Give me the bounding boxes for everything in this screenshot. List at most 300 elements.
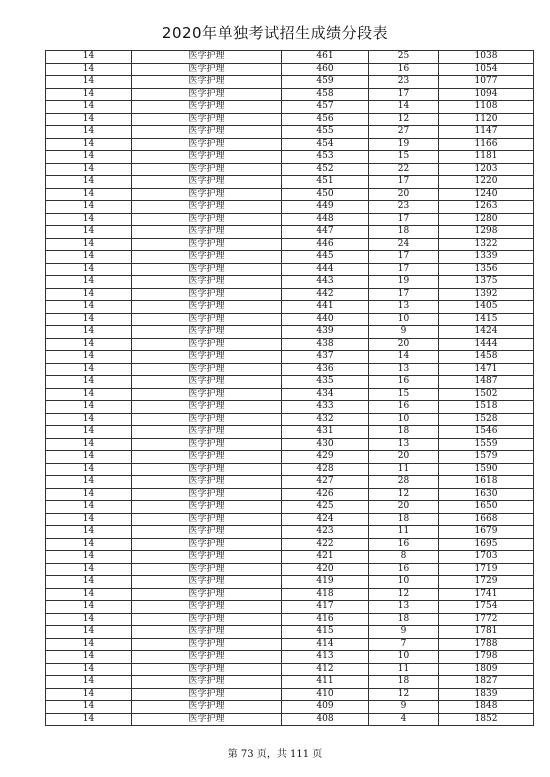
major-cell: 医学护理 xyxy=(132,563,282,576)
table-row xyxy=(46,413,534,426)
category-code-cell: 14 xyxy=(46,513,132,526)
table-body xyxy=(46,51,534,726)
cumulative-cell: 1444 xyxy=(439,338,534,351)
category-code-cell: 14 xyxy=(46,676,132,689)
category-code-cell: 14 xyxy=(46,338,132,351)
cumulative-cell: 1827 xyxy=(439,676,534,689)
cumulative-cell: 1375 xyxy=(439,276,534,289)
cumulative-cell: 1077 xyxy=(439,76,534,89)
major-cell: 医学护理 xyxy=(132,526,282,539)
count-cell: 4 xyxy=(369,713,439,726)
score-cell: 430 xyxy=(282,438,369,451)
category-code-cell: 14 xyxy=(46,576,132,589)
cumulative-cell: 1729 xyxy=(439,576,534,589)
cumulative-cell: 1788 xyxy=(439,638,534,651)
cumulative-cell: 1339 xyxy=(439,251,534,264)
major-cell: 医学护理 xyxy=(132,263,282,276)
category-code-cell: 14 xyxy=(46,188,132,201)
cumulative-cell: 1695 xyxy=(439,538,534,551)
cumulative-cell: 1263 xyxy=(439,201,534,214)
count-cell: 23 xyxy=(369,76,439,89)
score-cell: 446 xyxy=(282,238,369,251)
cumulative-cell: 1240 xyxy=(439,188,534,201)
table-row xyxy=(46,501,534,514)
count-cell: 15 xyxy=(369,388,439,401)
count-cell: 10 xyxy=(369,413,439,426)
score-cell: 448 xyxy=(282,213,369,226)
category-code-cell: 14 xyxy=(46,488,132,501)
cumulative-cell: 1120 xyxy=(439,113,534,126)
major-cell: 医学护理 xyxy=(132,126,282,139)
cumulative-cell: 1220 xyxy=(439,176,534,189)
table-row xyxy=(46,176,534,189)
count-cell: 16 xyxy=(369,563,439,576)
count-cell: 20 xyxy=(369,501,439,514)
count-cell: 12 xyxy=(369,588,439,601)
score-cell: 440 xyxy=(282,313,369,326)
score-cell: 432 xyxy=(282,413,369,426)
table-row xyxy=(46,451,534,464)
major-cell: 医学护理 xyxy=(132,613,282,626)
score-cell: 428 xyxy=(282,463,369,476)
cumulative-cell: 1809 xyxy=(439,663,534,676)
count-cell: 17 xyxy=(369,88,439,101)
count-cell: 25 xyxy=(369,51,439,64)
major-cell: 医学护理 xyxy=(132,463,282,476)
count-cell: 15 xyxy=(369,151,439,164)
cumulative-cell: 1298 xyxy=(439,226,534,239)
count-cell: 10 xyxy=(369,651,439,664)
table-row xyxy=(46,651,534,664)
table-row xyxy=(46,51,534,64)
category-code-cell: 14 xyxy=(46,301,132,314)
cumulative-cell: 1415 xyxy=(439,313,534,326)
count-cell: 9 xyxy=(369,626,439,639)
cumulative-cell: 1392 xyxy=(439,288,534,301)
major-cell: 医学护理 xyxy=(132,701,282,714)
table-row xyxy=(46,151,534,164)
category-code-cell: 14 xyxy=(46,426,132,439)
table-row xyxy=(46,63,534,76)
major-cell: 医学护理 xyxy=(132,513,282,526)
category-code-cell: 14 xyxy=(46,351,132,364)
major-cell: 医学护理 xyxy=(132,288,282,301)
category-code-cell: 14 xyxy=(46,213,132,226)
table-row xyxy=(46,363,534,376)
table-row xyxy=(46,101,534,114)
score-cell: 419 xyxy=(282,576,369,589)
major-cell: 医学护理 xyxy=(132,626,282,639)
score-cell: 451 xyxy=(282,176,369,189)
score-cell: 411 xyxy=(282,676,369,689)
count-cell: 11 xyxy=(369,663,439,676)
count-cell: 11 xyxy=(369,526,439,539)
table-row xyxy=(46,613,534,626)
score-cell: 422 xyxy=(282,538,369,551)
table-row xyxy=(46,126,534,139)
count-cell: 17 xyxy=(369,251,439,264)
major-cell: 医学护理 xyxy=(132,76,282,89)
score-cell: 417 xyxy=(282,601,369,614)
major-cell: 医学护理 xyxy=(132,638,282,651)
table-row xyxy=(46,251,534,264)
cumulative-cell: 1754 xyxy=(439,601,534,614)
cumulative-cell: 1579 xyxy=(439,451,534,464)
category-code-cell: 14 xyxy=(46,51,132,64)
category-code-cell: 14 xyxy=(46,101,132,114)
category-code-cell: 14 xyxy=(46,688,132,701)
cumulative-cell: 1280 xyxy=(439,213,534,226)
count-cell: 13 xyxy=(369,601,439,614)
cumulative-cell: 1405 xyxy=(439,301,534,314)
table-row xyxy=(46,401,534,414)
table-row xyxy=(46,688,534,701)
score-cell: 449 xyxy=(282,201,369,214)
cumulative-cell: 1719 xyxy=(439,563,534,576)
table-row xyxy=(46,638,534,651)
table-row xyxy=(46,713,534,726)
major-cell: 医学护理 xyxy=(132,338,282,351)
count-cell: 28 xyxy=(369,476,439,489)
table-row xyxy=(46,338,534,351)
category-code-cell: 14 xyxy=(46,701,132,714)
count-cell: 20 xyxy=(369,451,439,464)
cumulative-cell: 1559 xyxy=(439,438,534,451)
count-cell: 23 xyxy=(369,201,439,214)
score-cell: 420 xyxy=(282,563,369,576)
category-code-cell: 14 xyxy=(46,663,132,676)
category-code-cell: 14 xyxy=(46,238,132,251)
cumulative-cell: 1618 xyxy=(439,476,534,489)
major-cell: 医学护理 xyxy=(132,588,282,601)
count-cell: 18 xyxy=(369,676,439,689)
category-code-cell: 14 xyxy=(46,126,132,139)
major-cell: 医学护理 xyxy=(132,51,282,64)
cumulative-cell: 1772 xyxy=(439,613,534,626)
category-code-cell: 14 xyxy=(46,501,132,514)
major-cell: 医学护理 xyxy=(132,451,282,464)
major-cell: 医学护理 xyxy=(132,238,282,251)
category-code-cell: 14 xyxy=(46,63,132,76)
major-cell: 医学护理 xyxy=(132,326,282,339)
table-row xyxy=(46,576,534,589)
score-cell: 445 xyxy=(282,251,369,264)
table-row xyxy=(46,488,534,501)
table-row xyxy=(46,351,534,364)
cumulative-cell: 1487 xyxy=(439,376,534,389)
major-cell: 医学护理 xyxy=(132,576,282,589)
cumulative-cell: 1839 xyxy=(439,688,534,701)
table-row xyxy=(46,88,534,101)
major-cell: 医学护理 xyxy=(132,551,282,564)
cumulative-cell: 1054 xyxy=(439,63,534,76)
table-row xyxy=(46,526,534,539)
major-cell: 医学护理 xyxy=(132,413,282,426)
major-cell: 医学护理 xyxy=(132,188,282,201)
category-code-cell: 14 xyxy=(46,376,132,389)
count-cell: 20 xyxy=(369,188,439,201)
major-cell: 医学护理 xyxy=(132,201,282,214)
score-cell: 443 xyxy=(282,276,369,289)
score-cell: 427 xyxy=(282,476,369,489)
major-cell: 医学护理 xyxy=(132,276,282,289)
table-row xyxy=(46,513,534,526)
major-cell: 医学护理 xyxy=(132,476,282,489)
score-cell: 414 xyxy=(282,638,369,651)
major-cell: 医学护理 xyxy=(132,676,282,689)
cumulative-cell: 1518 xyxy=(439,401,534,414)
table-row xyxy=(46,301,534,314)
score-table-container xyxy=(45,50,533,726)
count-cell: 7 xyxy=(369,638,439,651)
count-cell: 10 xyxy=(369,576,439,589)
score-cell: 416 xyxy=(282,613,369,626)
page-title: 2020年单独考试招生成绩分段表 xyxy=(161,24,389,42)
cumulative-cell: 1650 xyxy=(439,501,534,514)
major-cell: 医学护理 xyxy=(132,351,282,364)
score-cell: 413 xyxy=(282,651,369,664)
score-cell: 454 xyxy=(282,138,369,151)
major-cell: 医学护理 xyxy=(132,88,282,101)
category-code-cell: 14 xyxy=(46,88,132,101)
category-code-cell: 14 xyxy=(46,76,132,89)
table-row xyxy=(46,288,534,301)
score-cell: 458 xyxy=(282,88,369,101)
cumulative-cell: 1356 xyxy=(439,263,534,276)
count-cell: 13 xyxy=(369,438,439,451)
major-cell: 医学护理 xyxy=(132,301,282,314)
table-row xyxy=(46,201,534,214)
score-cell: 408 xyxy=(282,713,369,726)
table-row xyxy=(46,426,534,439)
table-row xyxy=(46,676,534,689)
score-cell: 460 xyxy=(282,63,369,76)
cumulative-cell: 1679 xyxy=(439,526,534,539)
major-cell: 医学护理 xyxy=(132,363,282,376)
table-row xyxy=(46,226,534,239)
table-row xyxy=(46,588,534,601)
major-cell: 医学护理 xyxy=(132,651,282,664)
category-code-cell: 14 xyxy=(46,276,132,289)
category-code-cell: 14 xyxy=(46,163,132,176)
category-code-cell: 14 xyxy=(46,638,132,651)
table-row xyxy=(46,563,534,576)
score-cell: 424 xyxy=(282,513,369,526)
major-cell: 医学护理 xyxy=(132,63,282,76)
category-code-cell: 14 xyxy=(46,113,132,126)
major-cell: 医学护理 xyxy=(132,226,282,239)
score-cell: 426 xyxy=(282,488,369,501)
category-code-cell: 14 xyxy=(46,251,132,264)
cumulative-cell: 1668 xyxy=(439,513,534,526)
score-cell: 412 xyxy=(282,663,369,676)
table-row xyxy=(46,438,534,451)
category-code-cell: 14 xyxy=(46,476,132,489)
count-cell: 17 xyxy=(369,176,439,189)
table-row xyxy=(46,701,534,714)
count-cell: 16 xyxy=(369,376,439,389)
score-cell: 453 xyxy=(282,151,369,164)
category-code-cell: 14 xyxy=(46,363,132,376)
table-row xyxy=(46,188,534,201)
category-code-cell: 14 xyxy=(46,288,132,301)
major-cell: 医学护理 xyxy=(132,688,282,701)
major-cell: 医学护理 xyxy=(132,713,282,726)
score-cell: 455 xyxy=(282,126,369,139)
score-cell: 438 xyxy=(282,338,369,351)
table-row xyxy=(46,601,534,614)
count-cell: 17 xyxy=(369,288,439,301)
score-cell: 447 xyxy=(282,226,369,239)
count-cell: 9 xyxy=(369,701,439,714)
cumulative-cell: 1630 xyxy=(439,488,534,501)
category-code-cell: 14 xyxy=(46,326,132,339)
cumulative-cell: 1038 xyxy=(439,51,534,64)
count-cell: 12 xyxy=(369,488,439,501)
score-cell: 418 xyxy=(282,588,369,601)
count-cell: 19 xyxy=(369,276,439,289)
table-row xyxy=(46,263,534,276)
score-cell: 459 xyxy=(282,76,369,89)
score-cell: 431 xyxy=(282,426,369,439)
major-cell: 医学护理 xyxy=(132,176,282,189)
score-cell: 441 xyxy=(282,301,369,314)
table-row xyxy=(46,238,534,251)
score-cell: 429 xyxy=(282,451,369,464)
table-row xyxy=(46,213,534,226)
score-cell: 437 xyxy=(282,351,369,364)
score-cell: 409 xyxy=(282,701,369,714)
cumulative-cell: 1203 xyxy=(439,163,534,176)
count-cell: 22 xyxy=(369,163,439,176)
major-cell: 医学护理 xyxy=(132,538,282,551)
category-code-cell: 14 xyxy=(46,138,132,151)
score-cell: 457 xyxy=(282,101,369,114)
major-cell: 医学护理 xyxy=(132,163,282,176)
table-row xyxy=(46,113,534,126)
count-cell: 27 xyxy=(369,126,439,139)
count-cell: 10 xyxy=(369,313,439,326)
category-code-cell: 14 xyxy=(46,551,132,564)
cumulative-cell: 1108 xyxy=(439,101,534,114)
table-row xyxy=(46,76,534,89)
cumulative-cell: 1458 xyxy=(439,351,534,364)
table-row xyxy=(46,313,534,326)
major-cell: 医学护理 xyxy=(132,138,282,151)
category-code-cell: 14 xyxy=(46,588,132,601)
count-cell: 13 xyxy=(369,301,439,314)
count-cell: 13 xyxy=(369,363,439,376)
count-cell: 16 xyxy=(369,401,439,414)
major-cell: 医学护理 xyxy=(132,401,282,414)
table-row xyxy=(46,463,534,476)
category-code-cell: 14 xyxy=(46,226,132,239)
category-code-cell: 14 xyxy=(46,388,132,401)
major-cell: 医学护理 xyxy=(132,426,282,439)
cumulative-cell: 1781 xyxy=(439,626,534,639)
score-cell: 415 xyxy=(282,626,369,639)
score-cell: 435 xyxy=(282,376,369,389)
score-cell: 421 xyxy=(282,551,369,564)
cumulative-cell: 1741 xyxy=(439,588,534,601)
count-cell: 12 xyxy=(369,113,439,126)
score-cell: 450 xyxy=(282,188,369,201)
score-cell: 461 xyxy=(282,51,369,64)
count-cell: 18 xyxy=(369,226,439,239)
cumulative-cell: 1424 xyxy=(439,326,534,339)
count-cell: 24 xyxy=(369,238,439,251)
cumulative-cell: 1322 xyxy=(439,238,534,251)
category-code-cell: 14 xyxy=(46,401,132,414)
table-row xyxy=(46,538,534,551)
major-cell: 医学护理 xyxy=(132,151,282,164)
count-cell: 11 xyxy=(369,463,439,476)
major-cell: 医学护理 xyxy=(132,488,282,501)
score-cell: 452 xyxy=(282,163,369,176)
score-cell: 433 xyxy=(282,401,369,414)
cumulative-cell: 1852 xyxy=(439,713,534,726)
cumulative-cell: 1590 xyxy=(439,463,534,476)
category-code-cell: 14 xyxy=(46,713,132,726)
category-code-cell: 14 xyxy=(46,526,132,539)
major-cell: 医学护理 xyxy=(132,501,282,514)
count-cell: 12 xyxy=(369,688,439,701)
table-row xyxy=(46,326,534,339)
table-row xyxy=(46,138,534,151)
table-row xyxy=(46,388,534,401)
table-row xyxy=(46,663,534,676)
count-cell: 14 xyxy=(369,101,439,114)
category-code-cell: 14 xyxy=(46,263,132,276)
score-cell: 410 xyxy=(282,688,369,701)
table-row xyxy=(46,276,534,289)
major-cell: 医学护理 xyxy=(132,663,282,676)
category-code-cell: 14 xyxy=(46,613,132,626)
category-code-cell: 14 xyxy=(46,538,132,551)
table-row xyxy=(46,626,534,639)
score-cell: 444 xyxy=(282,263,369,276)
category-code-cell: 14 xyxy=(46,201,132,214)
cumulative-cell: 1703 xyxy=(439,551,534,564)
count-cell: 18 xyxy=(369,513,439,526)
cumulative-cell: 1848 xyxy=(439,701,534,714)
cumulative-cell: 1147 xyxy=(439,126,534,139)
score-cell: 436 xyxy=(282,363,369,376)
cumulative-cell: 1094 xyxy=(439,88,534,101)
category-code-cell: 14 xyxy=(46,601,132,614)
category-code-cell: 14 xyxy=(46,451,132,464)
count-cell: 19 xyxy=(369,138,439,151)
category-code-cell: 14 xyxy=(46,151,132,164)
count-cell: 8 xyxy=(369,551,439,564)
count-cell: 20 xyxy=(369,338,439,351)
category-code-cell: 14 xyxy=(46,413,132,426)
score-cell: 425 xyxy=(282,501,369,514)
cumulative-cell: 1798 xyxy=(439,651,534,664)
table-row xyxy=(46,476,534,489)
count-cell: 16 xyxy=(369,63,439,76)
category-code-cell: 14 xyxy=(46,463,132,476)
category-code-cell: 14 xyxy=(46,176,132,189)
major-cell: 医学护理 xyxy=(132,601,282,614)
page-footer: 第 73 页，共 111 页 xyxy=(227,749,323,760)
major-cell: 医学护理 xyxy=(132,251,282,264)
score-cell: 423 xyxy=(282,526,369,539)
count-cell: 16 xyxy=(369,538,439,551)
count-cell: 18 xyxy=(369,426,439,439)
category-code-cell: 14 xyxy=(46,651,132,664)
major-cell: 医学护理 xyxy=(132,388,282,401)
